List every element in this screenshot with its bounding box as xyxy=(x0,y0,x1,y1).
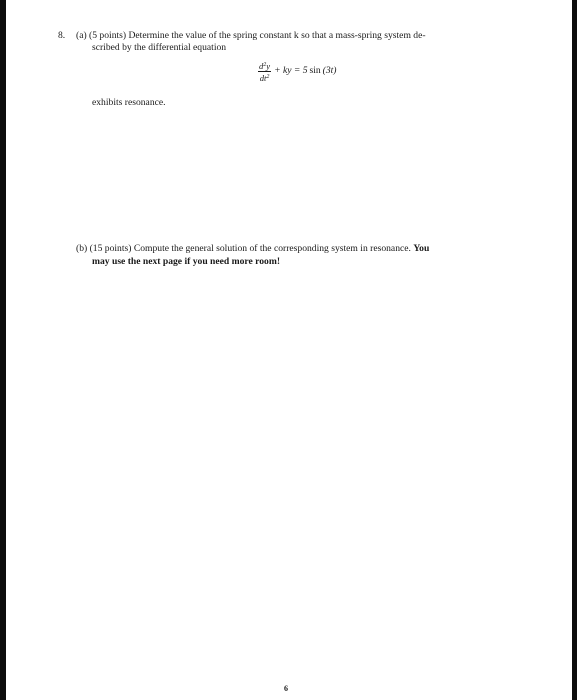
part-a-text-line-2: scribed by the differential equation xyxy=(92,42,227,53)
fraction-numerator: $d^2y$ xyxy=(259,61,271,71)
part-a-text-line-3: exhibits resonance. xyxy=(92,97,166,108)
question-number: 8. xyxy=(58,30,66,41)
differential-equation xyxy=(258,60,337,83)
right-page-border xyxy=(572,0,577,700)
part-b-text-line-2: may use the next page if you need more room! xyxy=(92,256,281,267)
left-page-border xyxy=(0,0,6,700)
part-b-text-line-1: (b) (15 points) Compute the general solution of the corresponding system in resonance. You xyxy=(76,243,430,254)
part-a-text-line-1: (a) (5 points) Determine the value of the spring constant k so that a mass-spring system de- xyxy=(76,30,426,41)
fraction-denominator: $dt^2$ xyxy=(259,72,270,83)
second-derivative-fraction xyxy=(258,60,271,83)
page-number: 6 xyxy=(284,684,288,693)
equation-right-side: + ky = 5 sin (3t) xyxy=(274,65,337,77)
